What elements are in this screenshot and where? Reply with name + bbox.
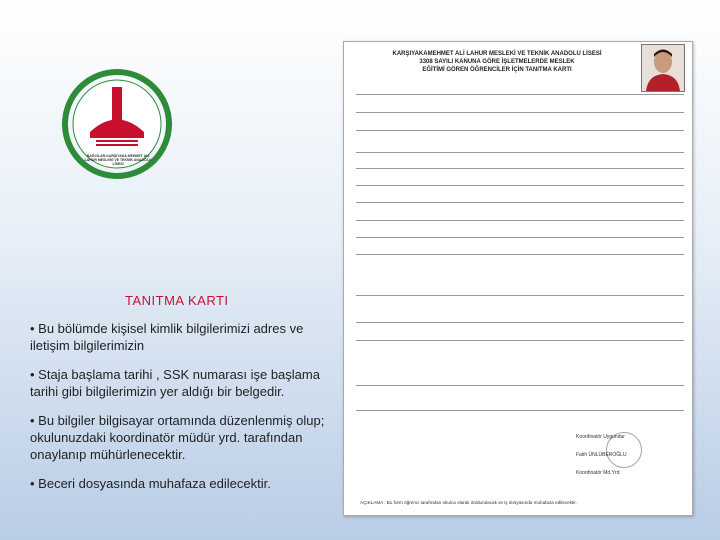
- id-card-form: [343, 41, 693, 516]
- bullet-item: • Beceri dosyasında muhafaza edilecektir.: [30, 476, 271, 491]
- bullet-item: • Staja başlama tarihi , SSK numarası işe başlama tarihi gibi bilgilerimizin yer aldığı bir belgedir.: [30, 367, 320, 399]
- approval-text: Koordinatör Uygundur Fatih ÜNLÜBEROĞLU Koordinatör Md.Yrd.: [576, 434, 627, 476]
- form-header: KARŞIYAKAMEHMET ALİ LAHUR MESLEKİ VE TEKNİK ANADOLU LİSESİ 3308 SAYILI KANUNA GÖRE İŞLETMELERDE MESLEK EĞİTİMİ GÖREN ÖĞRENCİLER İÇİN TANITMA KARTI: [392, 51, 602, 73]
- form-footer: AÇIKLAMA : Bu form öğrenci tarafından okulca olarak doldurulacak ve iş dosyasında muhafaza edilecektir.: [360, 500, 577, 505]
- bullet-list: [30, 320, 330, 504]
- bullet-item: • Bu bölümde kişisel kimlik bilgilerimizi adres ve iletişim bilgilerimizin: [30, 321, 304, 353]
- school-logo: [60, 62, 175, 187]
- page-title: TANITMA KARTI: [125, 293, 229, 308]
- logo-text: BAĞCILAR-KARŞIYAKA MEHMET ALİ LAHUR MESLEKİ VE TEKNİK ANADOLU LİSESİ: [84, 154, 152, 166]
- bullet-item: • Bu bilgiler bilgisayar ortamında düzenlenmiş olup; okulunuzdaki koordinatör müdür yrd. tarafından onaylanıp mühürlenecektir.: [30, 413, 325, 462]
- student-photo: [641, 44, 685, 92]
